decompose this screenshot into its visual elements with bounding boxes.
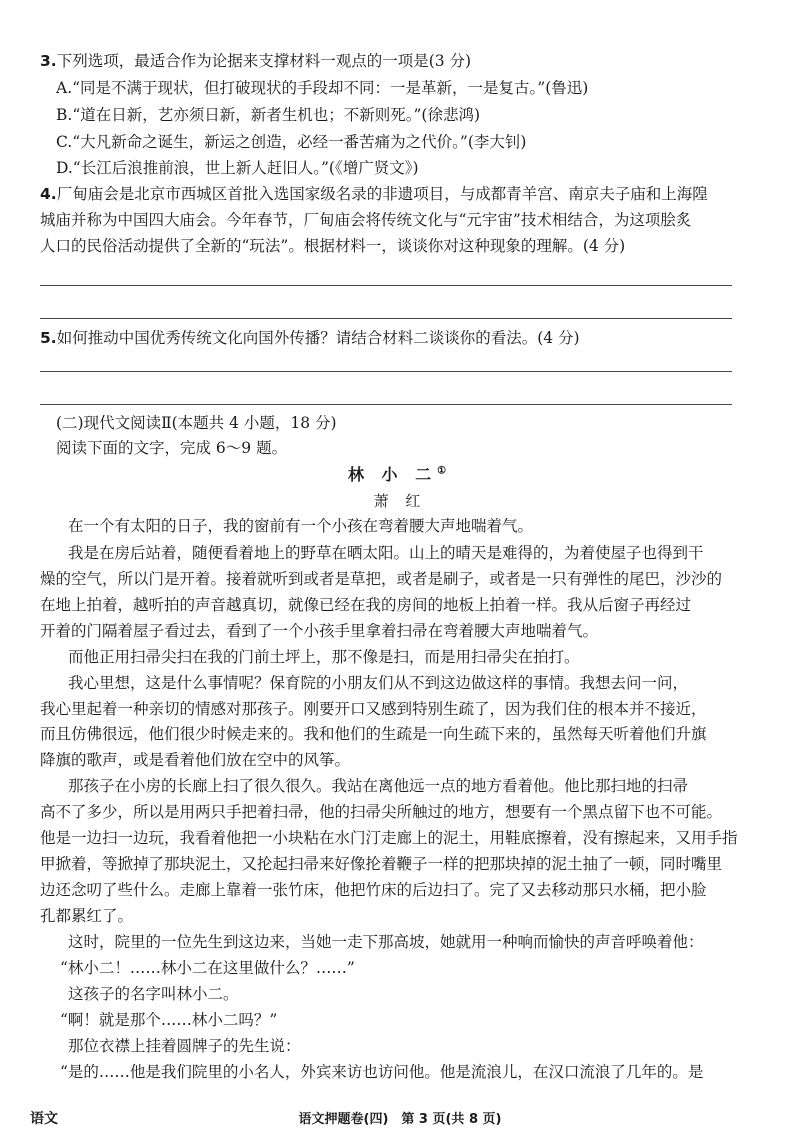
passage-line: 那位衣襟上挂着圆牌子的先生说： <box>68 1037 301 1055</box>
passage-title: 林 小 二① <box>347 465 453 484</box>
passage-line: 这时，院里的一位先生到这边来，当她一走下那高坡，她就用一种响而愉快的声音呼唤着他： <box>68 933 704 951</box>
q4-line-3: 人口的民俗活动提供了全新的“玩法”。根据材料一，谈谈你对这种现象的理解。(4 分) <box>40 237 626 255</box>
answer-line <box>40 285 732 286</box>
passage-line: 而且仿佛很远，他们很少时候走来的。我和他们的生疏是一向生疏下来的，虽然每天听着他们升旗 <box>40 725 707 743</box>
passage-line: 边还念叨了些什么。走廊上靠着一张竹床，他把竹床的后边扫了。完了又去移动那只水桶，把小脸 <box>40 881 707 899</box>
section-heading: (二)现代文阅读Ⅱ(本题共 4 小题，18 分) <box>56 414 337 432</box>
answer-line <box>40 404 732 405</box>
passage-line: 甲掀着，等掀掉了那块泥土，又抡起扫帚来好像抡着鞭子一样的把那块掉的泥土抽了一顿，同时嘴里 <box>40 855 723 873</box>
passage-line: 在地上拍着，越听拍的声音越真切，就像已经在我的房间的地板上拍着一样。我从后窗子再经过 <box>40 596 692 614</box>
q3-option-d: D.“长江后浪推前浪，世上新人赶旧人。”(《增广贤文》) <box>56 159 419 177</box>
passage-line: 那孩子在小房的长廊上扫了很久很久。我站在离他远一点的地方看着他。他比那扫地的扫帚 <box>68 777 689 795</box>
section-instruction: 阅读下面的文字，完成 6～9 题。 <box>56 439 288 457</box>
passage-line: 孔都累红了。 <box>40 907 134 925</box>
q3-stem-text: 下列选项，最适合作为论据来支撑材料一观点的一项是(3 分) <box>56 52 472 70</box>
q3-option-a: A.“同是不满于现状，但打破现状的手段却不同：一是革新，一是复古。”(鲁迅) <box>56 79 589 97</box>
page-footer: 语文押题卷(四) 第 3 页(共 8 页) <box>298 1112 502 1127</box>
q3-option-b: B.“道在日新，艺亦须日新，新者生机也；不新则死。”(徐悲鸿) <box>56 106 481 124</box>
answer-line <box>40 318 732 319</box>
passage-line: “林小二！……林小二在这里做什么？……” <box>60 959 355 977</box>
passage-line: “是的……他是我们院里的小名人，外宾来访也访问他。他是流浪儿，在汉口流浪了几年的。是 <box>60 1063 704 1081</box>
passage-line: 我心里起着一种亲切的情感对那孩子。刚要开口又感到特别生疏了，因为我们住的根本并不接近， <box>40 700 707 718</box>
passage-line: 我是在房后站着，随便看着地上的野草在晒太阳。山上的晴天是难得的，为着使屋子也得到干 <box>68 544 704 562</box>
passage-author: 萧 红 <box>373 492 427 510</box>
passage-line: 他是一边扫一边玩，我看着他把一小块粘在水门汀走廊上的泥土，用鞋底擦着，没有擦起来，又用手指 <box>40 829 738 847</box>
footnote-mark: ① <box>437 465 453 477</box>
q3-number: 3. <box>40 52 57 70</box>
passage-line: 而他正用扫帚尖扫在我的门前土坪上，那不像是扫，而是用扫帚尖在拍打。 <box>68 648 580 666</box>
passage-line: 我心里想，这是什么事情呢？保育院的小朋友们从不到这边做这样的事情。我想去问一问， <box>68 674 689 692</box>
passage-line: 燥的空气，所以门是开着。接着就听到或者是草把，或者是刷子，或者是一只有弹性的尾巴，沙沙的 <box>40 570 723 588</box>
passage-line: 这孩子的名字叫林小二。 <box>68 985 239 1003</box>
passage-line: “啊！就是那个……林小二吗？” <box>60 1011 278 1029</box>
answer-line <box>40 371 732 372</box>
q4-number: 4. <box>40 185 57 203</box>
passage-line: 高不了多少，所以是用两只手把着扫帚，他的扫帚尖所触过的地方，想要有一个黑点留下也不可能。 <box>40 803 723 821</box>
subject-label: 语文 <box>30 1111 58 1127</box>
passage-line: 开着的门隔着屋子看过去，看到了一个小孩手里拿着扫帚在弯着腰大声地喘着气。 <box>40 622 599 640</box>
q5-stem: 5.如何推动中国优秀传统文化向国外传播？请结合材料二谈谈你的看法。(4 分) <box>40 329 580 347</box>
q3-stem <box>40 50 471 72</box>
passage-line: 在一个有太阳的日子，我的窗前有一个小孩在弯着腰大声地喘着气。 <box>68 517 534 535</box>
passage-line: 降旗的歌声，或是看着他们放在空中的风筝。 <box>40 751 351 769</box>
q5-number: 5. <box>40 329 57 347</box>
q3-option-c: C.“大凡新命之诞生，新运之创造，必经一番苦痛为之代价。”(李大钊) <box>56 133 527 151</box>
q4-line-2: 城庙并称为中国四大庙会。今年春节，厂甸庙会将传统文化与“元宇宙”技术相结合，为这项脍炙 <box>40 211 692 229</box>
q4-line-1: 4.厂甸庙会是北京市西城区首批入选国家级名录的非遗项目，与成都青羊宫、南京夫子庙和上海隍 <box>40 185 708 203</box>
